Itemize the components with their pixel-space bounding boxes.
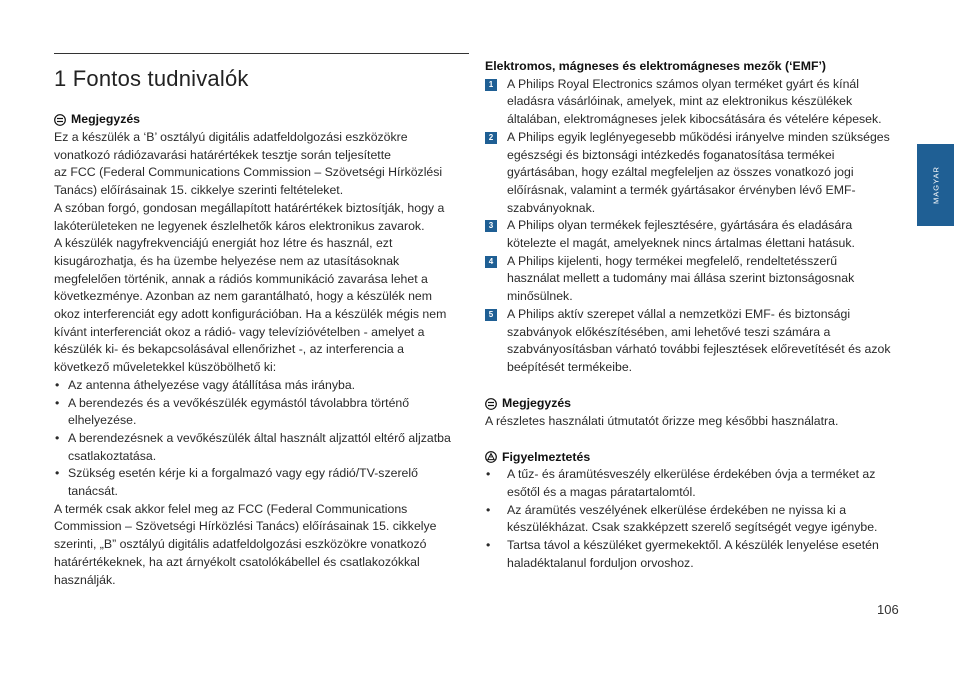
text-line: beépítését termékeibe.	[507, 359, 633, 374]
text-line: A berendezésnek a vevőkészülék által használt aljzattól eltérő aljzatba	[68, 430, 451, 445]
emf-list	[485, 76, 900, 377]
number-badge: 3	[485, 220, 497, 232]
text-line: szabványosításban várható további fejlesztések előrevetítését és azok	[507, 342, 891, 357]
note-heading-2	[485, 395, 900, 413]
text-line: egészségi és biztonsági intézkedés foganatosítása termékei	[507, 147, 835, 162]
text-line: A készülék nagyfrekvenciájú energiát hoz létre és használ, ezt	[54, 236, 393, 251]
number-badge: 5	[485, 309, 497, 321]
bullet-icon: •	[486, 502, 491, 517]
emf-item	[485, 217, 900, 252]
page-title: 1 Fontos tudnivalók	[54, 66, 249, 91]
top-rule	[54, 53, 469, 54]
text-line: Commission – Szövetségi Hírközlési Tanács) előírásainak 15. cikkelye	[54, 519, 437, 534]
text-line: az FCC (Federal Communications Commission – Szövetségi Hírközlési	[54, 165, 443, 180]
text-line: szabványok előkészítésében, ami lehetővé teszi számára a	[507, 324, 831, 339]
text-line: szabványoknak.	[507, 200, 596, 215]
list-item	[485, 537, 900, 572]
number-badge: 4	[485, 256, 497, 268]
text-line: A Philips aktív szerepet vállal a nemzetközi EMF- és biztonsági	[507, 306, 851, 321]
text-line: következménye. Azonban az nem garantálható, hogy a készülék nem	[54, 289, 433, 304]
warning-heading	[485, 448, 900, 466]
list-item	[54, 377, 464, 395]
text-line: A berendezés és a vevőkészülék egymástól távolabbra történő	[68, 395, 410, 410]
text-line: szerinti, „B” osztályú digitális adatfeldolgozási eszközökre vonatkozó	[54, 537, 427, 552]
text-line: eladásra vásárlóinak, amelyek, mint az elektronikus készülékek	[507, 94, 853, 109]
text-line: előírásnak, valamint a termék gyártásakor érvényben lévő EMF-	[507, 182, 856, 197]
left-column	[54, 111, 464, 589]
text-line: elhelyezése.	[68, 413, 137, 428]
text-line: haladéktalanul forduljon orvoshoz.	[507, 555, 694, 570]
fcc-paragraph	[54, 129, 464, 377]
text-line: kívánt interferenciát okoz a rádió- vagy televízióvételben - amelyet a	[54, 324, 425, 339]
bullet-icon: •	[55, 377, 60, 392]
bullet-icon: •	[486, 467, 491, 482]
text-line: készülékházat. Csak szakképzett szerelő segítségét vegye igénybe.	[507, 520, 878, 535]
language-tab	[917, 144, 954, 226]
text-line: A Philips kijelenti, hogy termékei megfelelő, rendeltetésszerű	[507, 253, 838, 268]
list-item	[54, 395, 464, 430]
bullet-icon: •	[486, 538, 491, 553]
fcc-closing-paragraph	[54, 501, 464, 590]
list-item	[485, 466, 900, 501]
text-line: gyártásában, hogy ezáltal megfeleljen az összes vonatkozó jogi	[507, 165, 854, 180]
text-line: lakóterületeken ne legyenek észlelhetők káros elektronikus zavarok.	[54, 218, 425, 233]
bullet-icon: •	[55, 430, 60, 445]
text-line: tanácsát.	[68, 484, 118, 499]
text-line: vonatkozó rádiózavarási határértékek tesztje során teljesítette	[54, 147, 391, 162]
text-line: A tűz- és áramütésveszély elkerülése érdekében óvja a terméket az	[507, 467, 876, 482]
list-item	[54, 465, 464, 500]
text-line: Ez a készülék a ‘B’ osztályú digitális adatfeldolgozási eszközökre	[54, 130, 408, 144]
note-heading	[54, 111, 464, 129]
emf-heading: Elektromos, mágneses és elektromágneses mezők (‘EMF’)	[485, 59, 827, 73]
text-line: okoz interferenciát egy adott konfigurációban. Ha a készülék mégis nem	[54, 307, 447, 322]
text-line: esőtől és a magas páratartalomtól.	[507, 485, 696, 500]
page-number: 106	[877, 602, 899, 617]
number-badge: 2	[485, 132, 497, 144]
emf-item	[485, 129, 900, 218]
text-line: kötelezte el magát, amelyeknek nincs ártalmas élettani hatásuk.	[507, 236, 855, 251]
emf-item	[485, 306, 900, 377]
text-line: kisugározhatja, és ha üzembe helyezése nem az utasításoknak	[54, 253, 400, 268]
text-line: A Philips olyan termékek fejlesztésére, gyártására és eladására	[507, 218, 853, 233]
bullet-icon: •	[55, 395, 60, 410]
text-line: készülék ki- és bekapcsolásával ellenőrizhet -, az interferencia a	[54, 342, 404, 357]
text-line: következő műveletekkel küszöbölhető ki:	[54, 360, 277, 375]
bullet-icon: •	[55, 466, 60, 481]
text-line: A termék csak akkor felel meg az FCC (Federal Communications	[54, 501, 408, 516]
number-badge: 1	[485, 79, 497, 91]
language-tab-label: MAGYAR	[931, 166, 940, 204]
note-icon	[54, 114, 66, 126]
note-heading-label: Megjegyzés	[502, 395, 572, 410]
right-column	[485, 58, 900, 573]
emf-item	[485, 76, 900, 129]
text-line: Az áramütés veszélyének elkerülése érdekében ne nyissa ki a	[507, 502, 847, 517]
warning-icon	[485, 451, 497, 463]
text-line: Az antenna áthelyezése vagy átállítása más irányba.	[68, 377, 356, 392]
note-text: A részletes használati útmutatót őrizze meg későbbi használatra.	[485, 413, 839, 428]
text-line: megfelelően történik, annak a rádiós kommunikáció zavarása lehet a	[54, 271, 428, 286]
note-icon	[485, 398, 497, 410]
list-item	[54, 430, 464, 465]
text-line: Szükség esetén kérje ki a forgalmazó vagy egy rádió/TV-szerelő	[68, 466, 418, 481]
text-line: Tartsa távol a készüléket gyermekektől. A készülék lenyelése esetén	[507, 538, 879, 553]
text-line: használják.	[54, 572, 116, 587]
warning-heading-label: Figyelmeztetés	[502, 449, 591, 464]
emf-item	[485, 253, 900, 306]
text-line: minősülnek.	[507, 289, 573, 304]
text-line: A Philips egyik leglényegesebb működési irányelve minden szükséges	[507, 129, 890, 144]
text-line: használat mellett a tudomány mai állása szerint biztonságosnak	[507, 271, 855, 286]
text-line: határértékeknek, ha azt árnyékolt csatolókábellel és csatlakozókkal	[54, 554, 420, 569]
text-line: általában, elektromágneses jelek kibocsátására és vételére képesek.	[507, 112, 882, 127]
text-line: csatlakoztatása.	[68, 448, 157, 463]
note-heading-label: Megjegyzés	[71, 112, 141, 127]
fcc-bullet-list	[54, 377, 464, 501]
text-line: A Philips Royal Electronics számos olyan terméket gyárt és kínál	[507, 76, 859, 91]
list-item	[485, 502, 900, 537]
warning-bullet-list	[485, 466, 900, 572]
text-line: A szóban forgó, gondosan megállapított határértékek biztosítják, hogy a	[54, 200, 445, 215]
text-line: Tanács) előírásainak 15. cikkelye szerinti feltételeket.	[54, 183, 344, 198]
